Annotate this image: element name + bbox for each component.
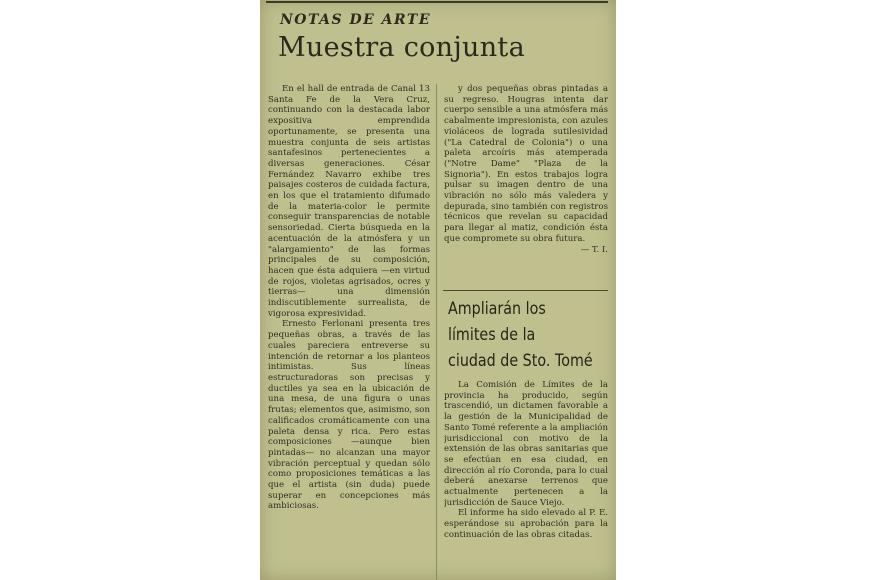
article-paragraph: En el hall de entrada de Canal 13 Santa Fe de la Vera Cruz, continuando con la destacada labor expositiva emprendida oportunamente, se presenta una muestra conjunta de seis artistas santafesinos pertenecientes a diversas generaciones. César Fernández Navarro exhibe tres paisajes costeros de cuidada factura, en los que el tratamiento difumado de la materia-color le permite conseguir transparencias de notable sensoriedad. Cierta búsqueda en la acentuación de la atmósfera y un "alargamiento" de las formas principales de su composición, hacen que ésta adquiera —en virtud de rojos, violetas agrisados, ocres y tierras— una dimensión indiscutiblemente surrealista, de vigorosa expresividad. bbox=[268, 84, 430, 319]
section-kicker: NOTAS DE ARTE bbox=[280, 12, 432, 28]
second-article-headline bbox=[448, 296, 593, 374]
headline-line: ciudad de Sto. Tomé bbox=[448, 351, 593, 371]
column-divider bbox=[436, 84, 437, 580]
article-paragraph: y dos pequeñas obras pintadas a su regreso. Hougras intenta dar cuerpo sensible a una atmósfera más cabalmente impresionista, con azules violáceos de lograda sutilesividad ("La Catedral de Colonia") o una paleta arcoíris más atemperada ("Notre Dame" "Plaza de la Signoria"). En estos trabajos logra pulsar su imagen dentro de una vibración no sólo más valedera y depurada, sino también con registros técnicos que revelan su capacidad para llegar al matiz, condición ésta que compromete su obra futura. bbox=[444, 84, 608, 244]
article-column-right bbox=[444, 84, 608, 294]
newspaper-clipping bbox=[260, 0, 616, 580]
second-article-body bbox=[444, 380, 608, 580]
article-paragraph: El informe ha sido elevado al P. E. esperándose su aprobación para la continuación de las obras citadas. bbox=[444, 508, 608, 540]
headline-line: límites de la bbox=[448, 325, 536, 345]
article-headline: Muestra conjunta bbox=[278, 32, 525, 63]
article-separator bbox=[443, 290, 608, 291]
article-column-left bbox=[268, 84, 430, 580]
article-paragraph: Ernesto Ferlonani presenta tres pequeñas obras, a través de las cuales pareciera entreverse su intención de retornar a los planteos intimistas. Sus líneas estructuradoras son precisas y ductiles ya sea en la ubicación de una mesa, de una figura o unas frutas; elementos que, asimismo, son calificados cromáticamente con una paleta densa y rica. Pero estas composiciones —aunque bien pintadas— no alcanzan una mayor vibración perceptual y quedan sólo como proposiciones temáticas a las que el artista (sin duda) puede superar en concepciones más ambiciosas. bbox=[268, 319, 430, 512]
article-signature: — T. I. bbox=[580, 244, 608, 255]
headline-line: Ampliarán los bbox=[448, 299, 546, 319]
article-paragraph: La Comisión de Límites de la provincia ha producido, según trascendió, un dictamen favorable a la gestión de la Municipalidad de Santo Tomé referente a la ampliación jurisdiccional con motivo de la extensión de las obras sanitarias que se efectúan en esa ciudad, en dirección al río Coronda, para lo cual deberá anexarse terrenos que actualmente pertenecen a la jurisdicción de Sauce Viejo. bbox=[444, 380, 608, 508]
top-rule bbox=[266, 1, 608, 3]
